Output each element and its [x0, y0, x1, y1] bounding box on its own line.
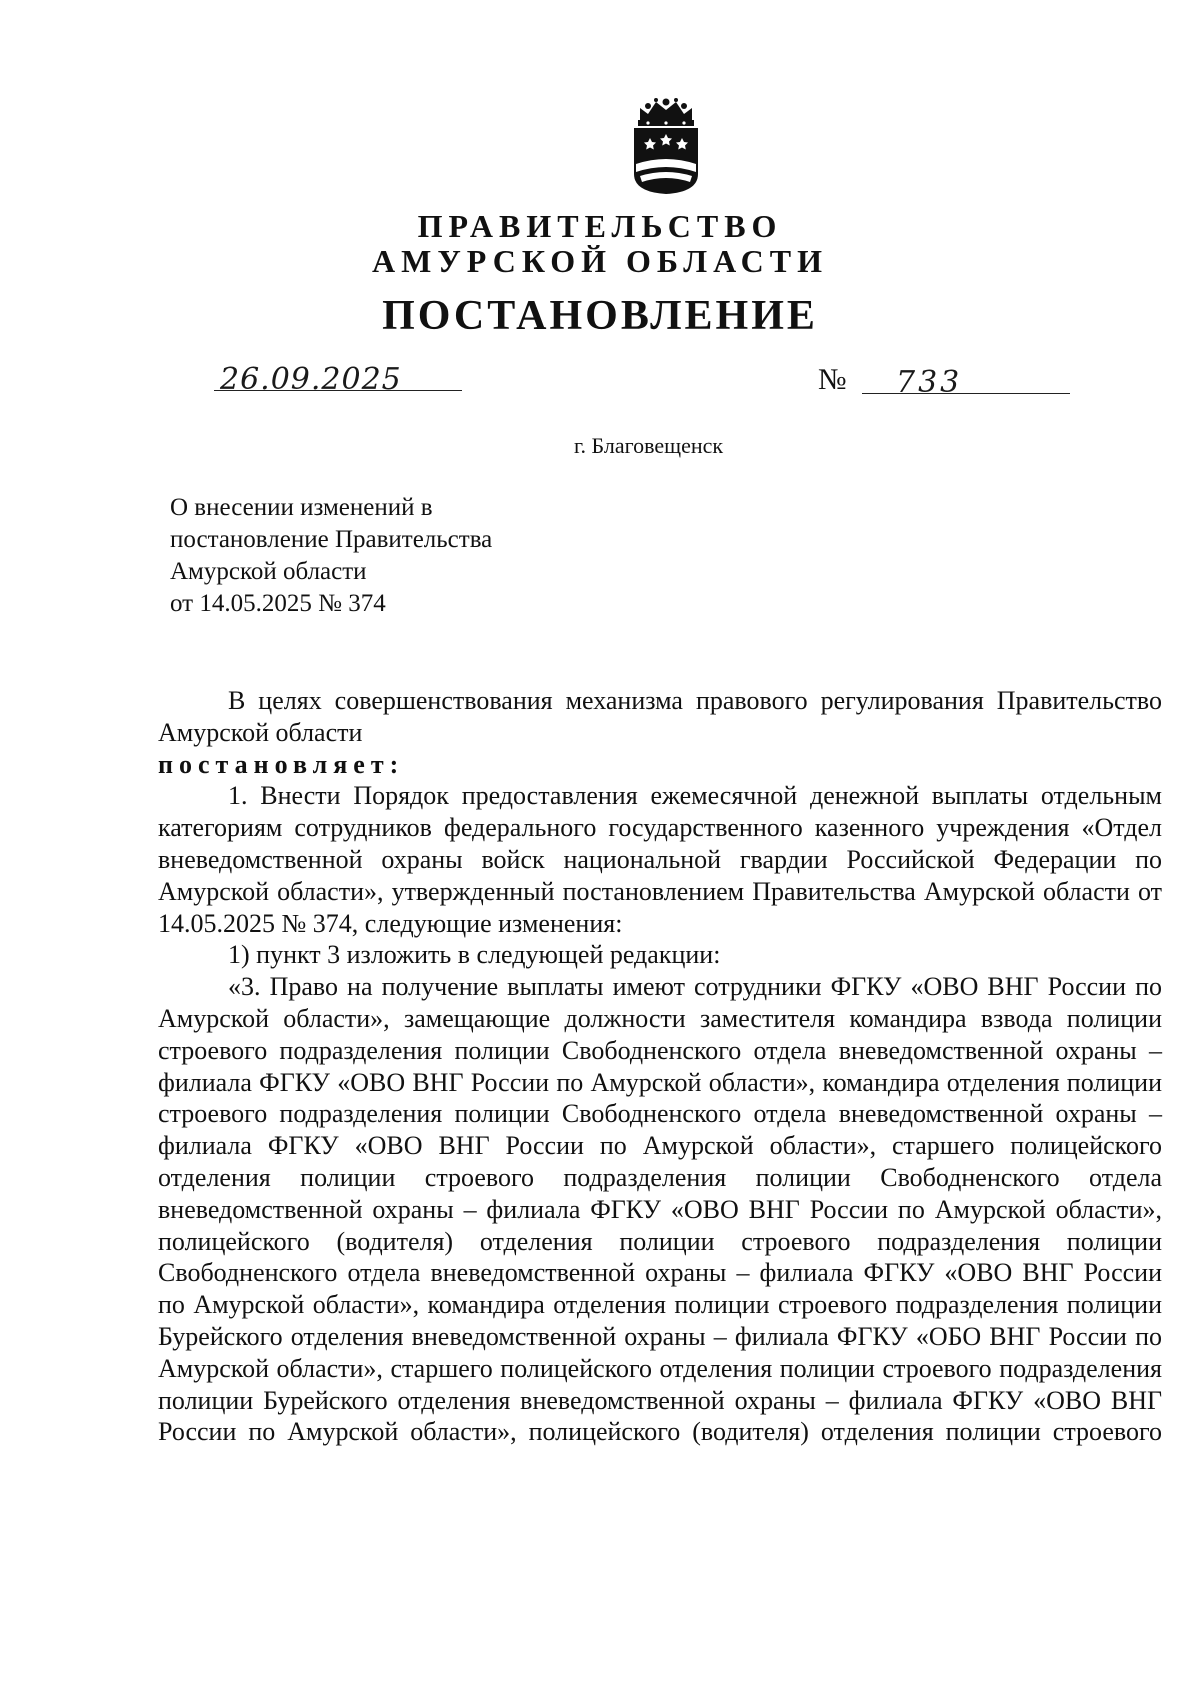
subject-line: О внесении изменений в: [170, 494, 433, 521]
preamble-paragraph: В целях совершенствования механизма правового регулирования Правительство Амурской области: [158, 686, 1162, 747]
item-1-subitem-1: 1) пункт 3 изложить в следующей редакции:: [228, 940, 721, 970]
date-underline: [214, 390, 462, 391]
item-1-paragraph: 1. Внести Порядок предоставления ежемесячной денежной выплаты отдельным категориям сотрудников федерального государственного казенного учреждения «Отдел вневедомственной охраны войск национальной гвардии Российской Федерации по Амурской области», утвержденный постановлением Правительства Амурской области от 14.05.2025 № 374, следующие изменения:: [158, 781, 1162, 938]
quoted-clause-3: «3. Право на получение выплаты имеют сотрудники ФГКУ «ОВО ВНГ России по Амурской области», замещающие должности заместителя командира взвода полиции строевого подразделения полиции Свободненского отдела вневедомственной охраны – филиала ФГКУ «ОВО ВНГ России по Амурской области», командира отделения полиции строевого подразделения полиции Свободненского отдела вневедомственной охраны – филиала ФГКУ «ОВО ВНГ России по Амурской области», старшего полицейского отделения полиции строевого подразделения полиции Свободненского отдела вневедомственной охраны – филиала ФГКУ «ОВО ВНГ России по Амурской области», полицейского (водителя) отделения полиции строевого подразделения полиции Свободненского отдела вневедомственной охраны – филиала ФГКУ «ОВО ВНГ России по Амурской области», командира отделения полиции строевого подразделения полиции Бурейского отделения вневедомственной охраны – филиала ФГКУ «ОБО ВНГ России по Амурской области», старшего полицейского отделения полиции строевого подразделения полиции Бурейского отделения вневедомственной охраны – филиала ФГКУ «ОВО ВНГ России по Амурской области», полицейского (водителя) отделения полиции строевого: [158, 972, 1162, 1447]
resolves-word: постановляет:: [158, 749, 405, 779]
subject-line: Амурской области: [170, 558, 367, 585]
document-type-title: ПОСТАНОВЛЕНИЕ: [382, 293, 818, 339]
document-subject: [170, 492, 492, 620]
handwritten-number: 733: [896, 365, 963, 400]
handwritten-date: 26.09.2025: [220, 362, 402, 397]
government-title-line2: АМУРСКОЙ ОБЛАСТИ: [372, 243, 828, 279]
coat-of-arms-icon: [626, 96, 706, 196]
government-title-line1: ПРАВИТЕЛЬСТВО: [417, 208, 783, 244]
document-body: [158, 685, 1162, 1448]
number-label: №: [818, 363, 847, 396]
subject-line: постановление Правительства: [170, 526, 493, 553]
number-underline: [862, 393, 1070, 394]
city-name: г. Благовещенск: [574, 433, 724, 458]
subject-line: от 14.05.2025 № 374: [170, 590, 386, 617]
